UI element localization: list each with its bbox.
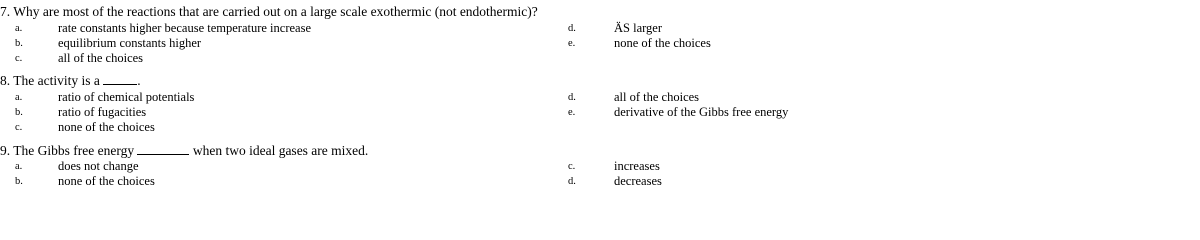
option-text: ratio of chemical potentials: [58, 90, 195, 104]
option-letter: d.: [568, 23, 576, 34]
option-text: all of the choices: [614, 90, 700, 104]
option-row: [0, 159, 1200, 174]
option-text: does not change: [58, 159, 139, 173]
option-text: all of the choices: [58, 51, 144, 65]
option-text: derivative of the Gibbs free energy: [614, 105, 789, 119]
option-letter: a.: [15, 161, 23, 172]
question-8-stem: [0, 73, 141, 89]
option-text: equilibrium constants higher: [58, 36, 202, 50]
stem-text: when two ideal gases are mixed.: [192, 143, 369, 158]
option-letter: c.: [568, 161, 576, 172]
answer-blank: [137, 143, 189, 155]
option-row: [0, 51, 1200, 66]
option-letter: b.: [15, 38, 23, 49]
option-letter: a.: [15, 92, 23, 103]
option-row: [0, 36, 1200, 51]
stem-text: 9. The Gibbs free energy: [0, 143, 135, 158]
option-text: increases: [614, 159, 660, 173]
option-row: [0, 105, 1200, 120]
option-letter: d.: [568, 92, 576, 103]
option-text: ÄS larger: [614, 21, 663, 35]
question-7-stem: 7. Why are most of the reactions that are carried out on a large scale exothermic (not endothermic)?: [0, 4, 538, 19]
option-text: ratio of fugacities: [58, 105, 147, 119]
question-9-stem: [0, 143, 368, 159]
option-text: none of the choices: [58, 120, 155, 134]
stem-text: 8. The activity is a: [0, 73, 100, 88]
stem-text: .: [137, 73, 141, 88]
option-row: [0, 21, 1200, 36]
option-letter: e.: [568, 107, 576, 118]
option-text: decreases: [614, 174, 662, 188]
option-row: [0, 120, 1200, 135]
option-letter: b.: [15, 107, 23, 118]
option-letter: c.: [15, 122, 23, 133]
option-letter: d.: [568, 176, 576, 187]
option-text: rate constants higher because temperature increase: [58, 21, 311, 35]
option-row: [0, 90, 1200, 105]
option-text: none of the choices: [614, 36, 711, 50]
option-letter: a.: [15, 23, 23, 34]
option-row: [0, 174, 1200, 189]
option-letter: b.: [15, 176, 23, 187]
answer-blank: [103, 73, 137, 85]
option-text: none of the choices: [58, 174, 155, 188]
option-letter: c.: [15, 53, 23, 64]
option-letter: e.: [568, 38, 576, 49]
